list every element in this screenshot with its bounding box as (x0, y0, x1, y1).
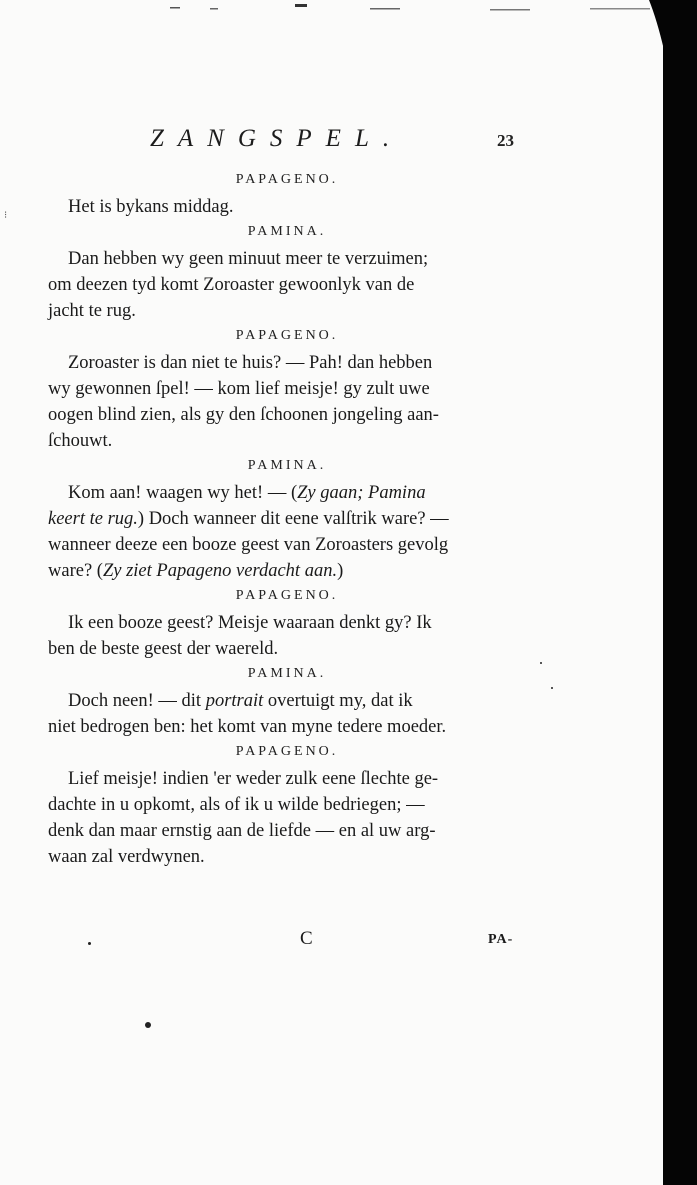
speech-line: dachte in u opkomt, als of ik u wilde bedriegen; — (48, 795, 425, 815)
margin-mark: ⁝ (4, 210, 8, 221)
scan-border (663, 0, 697, 1185)
speech-line: oogen blind zien, als gy den ſchoonen jongeling aan- (48, 405, 439, 425)
speech-line: ſchouwt. (48, 431, 113, 451)
speech-line: jacht te rug. (48, 301, 136, 321)
speech-text: Kom aan! waagen wy het! — ( (68, 483, 298, 503)
stage-direction: Zy gaan; Pamina (297, 483, 426, 503)
speech (48, 766, 526, 870)
speech-line: Lief meisje! indien 'er weder zulk eene ſlechte ge- (68, 769, 439, 789)
ink-speck (540, 662, 542, 664)
stage-direction: keert te rug. (48, 509, 138, 529)
speech-line: Het is bykans middag. (68, 197, 234, 217)
speech (48, 610, 526, 662)
speech-line: ben de beste geest der waereld. (48, 639, 279, 659)
signature-mark: C (300, 928, 313, 949)
speaker-name: PAMINA. (247, 224, 327, 239)
stage-direction: Zy ziet Papageno verdacht aan. (102, 561, 338, 581)
speech (48, 350, 526, 454)
ink-speck (551, 687, 553, 689)
speaker-name: PAPAGENO. (235, 588, 339, 603)
speaker-name: PAPAGENO. (235, 744, 339, 759)
speaker-name: PAMINA. (247, 666, 327, 681)
catchword: PA- (488, 932, 514, 947)
ink-speck (145, 1022, 151, 1028)
page-number: 23 (497, 131, 514, 150)
speech-text: niet bedrogen ben: het komt van myne tedere moeder. (48, 717, 447, 737)
top-edge-speckle (170, 4, 660, 12)
speech-line: Dan hebben wy geen minuut meer te verzuimen; (68, 249, 429, 269)
speech-text: ware? ( (48, 561, 103, 581)
ink-speck (88, 942, 91, 945)
speech-text: Doch neen! — dit (68, 691, 206, 711)
speech-line: Ik een booze geest? Meisje waaraan denkt gy? Ik (68, 613, 432, 633)
speaker-name: PAMINA. (247, 458, 327, 473)
speech-line: waan zal verdwynen. (48, 847, 205, 867)
speaker-name: PAPAGENO. (235, 172, 339, 187)
speech-text: wanneer deeze een booze geest van Zoroasters gevolg (48, 535, 449, 555)
speech-line: Zoroaster is dan niet te huis? — Pah! dan hebben (68, 353, 433, 373)
stage-direction: portrait (205, 691, 264, 711)
speech-line: wy gewonnen ſpel! — kom lief meisje! gy zult uwe (48, 379, 430, 399)
speech (48, 246, 526, 324)
speech-text: ) Doch wanneer dit eene valſtrik ware? — (137, 509, 449, 529)
speech (48, 480, 526, 584)
running-head: ZANGSPEL. (150, 125, 404, 152)
speech-text: ) (337, 561, 344, 581)
speech-text: overtuigt my, dat ik (263, 691, 413, 711)
dialogue-text (48, 168, 526, 874)
speech-line: denk dan maar ernstig aan de liefde — en al uw arg- (48, 821, 436, 841)
speech-line: om deezen tyd komt Zoroaster gewoonlyk van de (48, 275, 415, 295)
speech (48, 194, 526, 220)
speech (48, 688, 526, 740)
speaker-name: PAPAGENO. (235, 328, 339, 343)
